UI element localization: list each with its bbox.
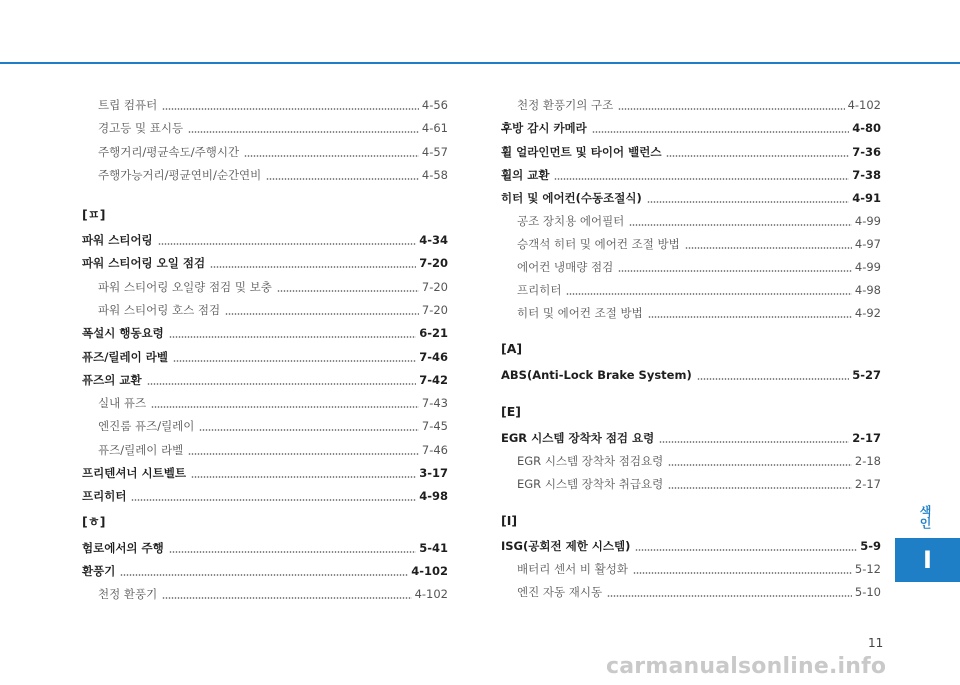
entry-page: 7-46 (419, 350, 448, 364)
index-entry[interactable] (501, 533, 881, 553)
leader-dots (191, 476, 416, 478)
index-entry[interactable] (501, 556, 881, 576)
leader-dots (225, 313, 419, 315)
index-entry[interactable] (82, 139, 448, 159)
index-entry[interactable] (82, 535, 448, 555)
entry-label: 퓨즈/릴레이 라벨 (98, 443, 184, 457)
entry-page: 4-61 (421, 121, 448, 135)
index-entry[interactable] (501, 300, 881, 320)
leader-dots (668, 464, 852, 466)
entry-page: 7-36 (852, 145, 881, 159)
index-entry[interactable] (82, 250, 448, 270)
entry-page: 7-20 (421, 303, 448, 317)
entry-page: 6-21 (419, 326, 448, 340)
section-tab-label: 색인 (918, 505, 932, 529)
index-entry[interactable] (501, 92, 881, 112)
entry-label: 프리히터 (82, 489, 127, 503)
section-heading: [E] (501, 404, 521, 419)
entry-page: 2-18 (854, 454, 881, 468)
page-number: 11 (868, 636, 884, 650)
entry-label: 주행거리/평균속도/주행시간 (98, 145, 240, 159)
entry-label: 천정 환풍기의 구조 (517, 98, 614, 112)
entry-label: 승객석 히터 및 에어컨 조절 방법 (517, 237, 680, 251)
leader-dots (169, 551, 416, 553)
entry-page: 5-41 (419, 541, 448, 555)
leader-dots (199, 429, 418, 431)
entry-label: 퓨즈/릴레이 라벨 (82, 350, 168, 364)
leader-dots (210, 266, 416, 268)
index-entry[interactable] (82, 344, 448, 364)
entry-label: 파워 스티어링 오일 점검 (82, 256, 206, 270)
entry-label: 파워 스티어링 (82, 233, 153, 247)
index-entry[interactable] (82, 390, 448, 410)
entry-label: 휠 얼라인먼트 및 타이어 밸런스 (501, 145, 662, 159)
entry-label: 엔진 자동 재시동 (517, 585, 603, 599)
entry-page: 7-42 (419, 373, 448, 387)
entry-label: EGR 시스템 장착차 점검 요령 (501, 431, 655, 445)
entry-page: 4-102 (414, 587, 448, 601)
index-entry[interactable] (82, 115, 448, 135)
index-entry[interactable] (82, 227, 448, 247)
leader-dots (592, 131, 849, 133)
entry-page: 5-27 (852, 368, 881, 382)
index-entry[interactable] (82, 92, 448, 112)
entry-page: 7-45 (421, 419, 448, 433)
entry-label: 환풍기 (82, 564, 116, 578)
entry-page: 7-20 (421, 280, 448, 294)
entry-page: 4-99 (854, 260, 881, 274)
leader-dots (266, 178, 419, 180)
entry-page: 4-34 (419, 233, 448, 247)
entry-page: 5-12 (854, 562, 881, 576)
section-heading: [ㅎ] (82, 514, 106, 529)
leader-dots (635, 549, 857, 551)
leader-dots (162, 108, 419, 110)
entry-page: 4-99 (854, 214, 881, 228)
entry-label: 배터리 센서 비 활성화 (517, 562, 628, 576)
leader-dots (685, 247, 852, 249)
entry-label: 천정 환풍기 (98, 587, 158, 601)
entry-page: 7-20 (419, 256, 448, 270)
index-entry[interactable] (501, 208, 881, 228)
index-entry[interactable] (501, 139, 881, 159)
entry-label: 엔진룸 퓨즈/릴레이 (98, 419, 195, 433)
entry-page: 4-80 (852, 121, 881, 135)
entry-label: EGR 시스템 장착차 취급요령 (517, 477, 664, 491)
entry-label: 험로에서의 주행 (82, 541, 164, 555)
index-entry[interactable] (501, 362, 881, 382)
entry-label: 주행가능거리/평균연비/순간연비 (98, 168, 262, 182)
index-entry[interactable] (82, 460, 448, 480)
entry-label: 휠의 교환 (501, 168, 550, 182)
leader-dots (131, 499, 416, 501)
index-entry[interactable] (82, 320, 448, 340)
index-entry[interactable] (82, 297, 448, 317)
index-entry[interactable] (501, 425, 881, 445)
index-entry[interactable] (82, 162, 448, 182)
section-heading: [ㅍ] (82, 207, 106, 222)
leader-dots (666, 155, 849, 157)
leader-dots (566, 293, 851, 295)
entry-label: 프리텐셔너 시트벨트 (82, 466, 186, 480)
leader-dots (188, 131, 419, 133)
entry-page: 4-102 (847, 98, 881, 112)
entry-page: 2-17 (854, 477, 881, 491)
entry-label: 파워 스티어링 호스 점검 (98, 303, 221, 317)
index-entry[interactable] (501, 115, 881, 135)
leader-dots (659, 441, 849, 443)
entry-page: 7-46 (421, 443, 448, 457)
entry-label: 실내 퓨즈 (98, 396, 147, 410)
entry-label: EGR 시스템 장착차 점검요령 (517, 454, 664, 468)
index-entry[interactable] (82, 483, 448, 503)
entry-page: 4-98 (854, 283, 881, 297)
entry-page: 4-91 (852, 191, 881, 205)
entry-page: 3-17 (419, 466, 448, 480)
index-entry[interactable] (82, 437, 448, 457)
leader-dots (162, 597, 411, 599)
entry-page: 4-58 (421, 168, 448, 182)
leader-dots (169, 336, 416, 338)
entry-page: 4-56 (421, 98, 448, 112)
leader-dots (668, 487, 852, 489)
leader-dots (618, 270, 852, 272)
entry-label: 후방 감시 카메라 (501, 121, 587, 135)
leader-dots (629, 224, 852, 226)
index-entry[interactable] (501, 448, 881, 468)
index-entry[interactable] (82, 581, 448, 601)
top-rule (0, 62, 960, 64)
leader-dots (633, 572, 852, 574)
leader-dots (607, 595, 852, 597)
entry-page: 7-38 (852, 168, 881, 182)
leader-dots (648, 316, 852, 318)
leader-dots (147, 383, 417, 385)
leader-dots (697, 378, 850, 380)
entry-label: 파워 스티어링 오일량 점검 및 보충 (98, 280, 272, 294)
index-entry[interactable] (501, 162, 881, 182)
index-entry[interactable] (82, 367, 448, 387)
index-entry[interactable] (501, 231, 881, 251)
index-entry[interactable] (501, 185, 881, 205)
section-heading: [I] (501, 513, 518, 528)
entry-label: 에어컨 냉매량 점검 (517, 260, 614, 274)
entry-page: 5-9 (860, 539, 881, 553)
entry-page: 5-10 (854, 585, 881, 599)
index-entry[interactable] (501, 277, 881, 297)
leader-dots (244, 155, 419, 157)
entry-label: 히터 및 에어컨 조절 방법 (517, 306, 643, 320)
leader-dots (277, 290, 419, 292)
entry-page: 2-17 (852, 431, 881, 445)
entry-page: 4-98 (419, 489, 448, 503)
leader-dots (173, 360, 416, 362)
index-entry[interactable] (82, 274, 448, 294)
entry-label: 트립 컴퓨터 (98, 98, 158, 112)
index-entry[interactable] (501, 254, 881, 274)
leader-dots (120, 574, 408, 576)
section-heading: [A] (501, 341, 523, 356)
leader-dots (554, 178, 849, 180)
entry-label: 경고등 및 표시등 (98, 121, 184, 135)
leader-dots (618, 108, 844, 110)
index-entry[interactable] (82, 558, 448, 578)
entry-page: 4-57 (421, 145, 448, 159)
entry-label: ISG(공회전 제한 시스템) (501, 539, 631, 553)
entry-label: 퓨즈의 교환 (82, 373, 142, 387)
entry-page: 4-102 (411, 564, 448, 578)
leader-dots (188, 453, 419, 455)
entry-label: ABS(Anti-Lock Brake System) (501, 368, 692, 382)
entry-label: 히터 및 에어컨(수동조절식) (501, 191, 642, 205)
index-entry[interactable] (82, 413, 448, 433)
entry-label: 공조 장치용 에어필터 (517, 214, 625, 228)
leader-dots (158, 243, 417, 245)
leader-dots (151, 406, 419, 408)
entry-page: 4-92 (854, 306, 881, 320)
watermark: carmanualsonline.info (606, 654, 887, 679)
entry-label: 폭설시 행동요령 (82, 326, 164, 340)
index-entry[interactable] (501, 579, 881, 599)
section-tab[interactable]: I (895, 538, 960, 582)
leader-dots (647, 201, 850, 203)
index-entry[interactable] (501, 471, 881, 491)
entry-page: 4-97 (854, 237, 881, 251)
entry-page: 7-43 (421, 396, 448, 410)
entry-label: 프리히터 (517, 283, 562, 297)
